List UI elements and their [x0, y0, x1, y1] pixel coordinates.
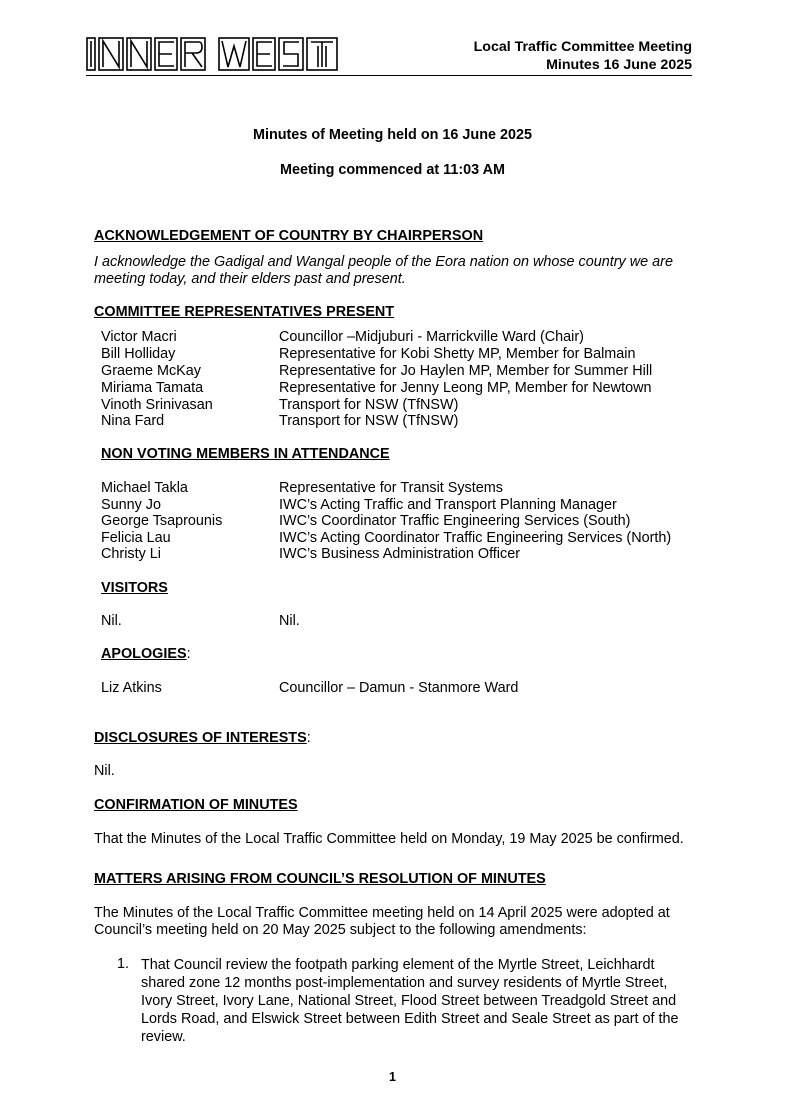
document-header — [474, 38, 692, 74]
minutes-title: Minutes of Meeting held on 16 June 2025 — [252, 127, 533, 143]
acknowledgement-text — [94, 254, 694, 288]
acknowledgement-heading: ACKNOWLEDGEMENT OF COUNTRY BY CHAIRPERSON — [94, 228, 484, 244]
list-item-line: shared zone 12 months post-implementation and survey residents of Myrtle Street, — [141, 975, 668, 991]
list-item-number: 1. — [117, 956, 130, 972]
member-name: Michael Takla — [101, 480, 188, 496]
list-item-line: Ivory Street, Ivory Lane, National Street, Flood Street between Treadgold Street and — [141, 993, 677, 1009]
representative-role: Transport for NSW (TfNSW) — [279, 397, 459, 413]
representatives-heading: COMMITTEE REPRESENTATIVES PRESENT — [94, 304, 395, 320]
representative-name: Bill Holliday — [101, 346, 176, 362]
representative-role: Transport for NSW (TfNSW) — [279, 413, 459, 429]
disclosures-heading: DISCLOSURES OF INTERESTS — [94, 730, 307, 746]
apologies-heading-wrap — [101, 646, 191, 662]
representative-row — [101, 397, 701, 414]
representative-row — [101, 363, 701, 380]
member-role: IWC’s Business Administration Officer — [279, 546, 520, 562]
matters-heading: MATTERS ARISING FROM COUNCIL’S RESOLUTION OF MINUTES — [94, 871, 546, 887]
representative-row — [101, 346, 701, 363]
representative-row — [101, 413, 701, 430]
visitors-row — [101, 613, 701, 630]
representative-name: Vinoth Srinivasan — [101, 397, 213, 413]
acknowledgement-line: meeting today, and their elders past and present. — [94, 271, 406, 287]
disclosures-text: Nil. — [94, 763, 115, 779]
header-title: Local Traffic Committee Meeting — [473, 39, 692, 55]
representative-role: Representative for Jenny Leong MP, Member for Newtown — [279, 380, 652, 396]
representative-name: Nina Fard — [101, 413, 165, 429]
representative-role: Representative for Jo Haylen MP, Member for Summer Hill — [279, 363, 653, 379]
member-name: Christy Li — [101, 546, 161, 562]
member-role: Representative for Transit Systems — [279, 480, 503, 496]
member-role: IWC’s Coordinator Traffic Engineering Services (South) — [279, 513, 631, 529]
apology-role: Councillor – Damun - Stanmore Ward — [279, 680, 519, 696]
member-role: IWC’s Acting Traffic and Transport Planning Manager — [279, 497, 617, 513]
member-role: IWC’s Acting Coordinator Traffic Engineering Services (North) — [279, 530, 672, 546]
apologies-row — [101, 680, 701, 697]
apologies-colon: : — [186, 646, 191, 662]
meeting-commenced: Meeting commenced at 11:03 AM — [280, 162, 505, 178]
non-voting-row — [101, 497, 701, 514]
apology-name: Liz Atkins — [101, 680, 162, 696]
visitor-name: Nil. — [101, 613, 122, 629]
disclosures-heading-wrap — [94, 730, 311, 746]
visitors-heading: VISITORS — [101, 580, 168, 596]
matters-text — [94, 905, 694, 939]
inner-west-logo — [86, 36, 338, 72]
representative-role: Councillor –Midjuburi - Marrickville Ward (Chair) — [279, 329, 584, 345]
non-voting-row — [101, 513, 701, 530]
visitor-role: Nil. — [279, 613, 300, 629]
representative-role: Representative for Kobi Shetty MP, Member for Balmain — [279, 346, 636, 362]
header-subtitle: Minutes 16 June 2025 — [546, 57, 692, 73]
representative-name: Miriama Tamata — [101, 380, 204, 396]
acknowledgement-line: I acknowledge the Gadigal and Wangal people of the Eora nation on whose country we are — [94, 254, 673, 270]
non-voting-row — [101, 546, 701, 563]
non-voting-row — [101, 480, 701, 497]
non-voting-row — [101, 530, 701, 547]
member-name: Felicia Lau — [101, 530, 171, 546]
apologies-heading: APOLOGIES — [101, 646, 187, 662]
page-number: 1 — [389, 1070, 396, 1084]
header-divider — [86, 75, 692, 76]
member-name: Sunny Jo — [101, 497, 162, 513]
list-item-line: Lords Road, and Elswick Street between Edith Street and Seale Street as part of the — [141, 1011, 679, 1027]
list-item-line: That Council review the footpath parking element of the Myrtle Street, Leichhardt — [141, 957, 655, 973]
member-name: George Tsaprounis — [101, 513, 223, 529]
representative-row — [101, 380, 701, 397]
representative-row — [101, 329, 701, 346]
matters-line: Council’s meeting held on 20 May 2025 subject to the following amendments: — [94, 922, 587, 938]
representative-name: Graeme McKay — [101, 363, 201, 379]
confirmation-heading: CONFIRMATION OF MINUTES — [94, 797, 298, 813]
disclosures-colon: : — [306, 730, 311, 746]
confirmation-text: That the Minutes of the Local Traffic Committee held on Monday, 19 May 2025 be confirmed. — [94, 831, 684, 847]
list-item-line: review. — [141, 1029, 186, 1045]
matters-line: The Minutes of the Local Traffic Committee meeting held on 14 April 2025 were adopted at — [94, 905, 670, 921]
representative-name: Victor Macri — [101, 329, 177, 345]
list-item — [141, 956, 701, 1046]
non-voting-heading: NON VOTING MEMBERS IN ATTENDANCE — [101, 446, 390, 462]
